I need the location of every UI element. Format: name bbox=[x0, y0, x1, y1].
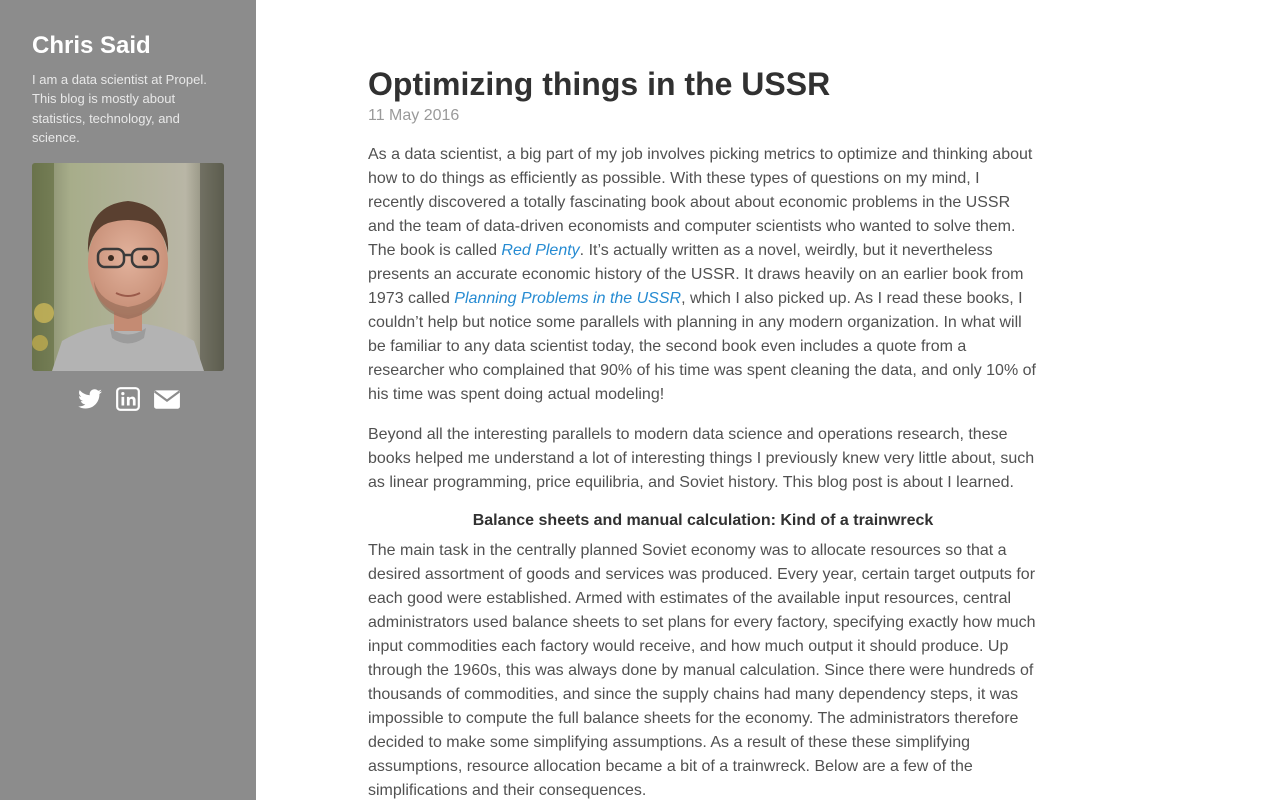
sidebar bbox=[0, 0, 256, 800]
post-paragraph-2: Beyond all the interesting parallels to modern data science and operations research, these books helped me understand a lot of interesting things I previously knew very little about, such as linear programming, price equilibria, and Soviet history. This blog post is about I learned. bbox=[368, 426, 1035, 491]
planning-problems-link[interactable]: Planning Problems in the USSR bbox=[454, 290, 682, 307]
site-title[interactable]: Chris Said bbox=[32, 32, 151, 59]
linkedin-icon[interactable] bbox=[115, 386, 141, 412]
post-paragraph-3: The main task in the centrally planned Soviet economy was to allocate resources so that a desired assortment of goods and services was produced. Every year, certain target outputs for each good were established. Armed with estimates of the available input resources, central administrators used balance sheets to set plans for every factory, specifying exactly how much input commodities each factory would receive, and how much output it should produce. Up through the 1960s, this was always done by manual calculation. Since there were hundreds of thousands of commodities, and since the supply chains had many dependency steps, it was impossible to compute the full balance sheets for the economy. The administrators therefore decided to make some simplifying assumptions. As a result of these these simplifying assumptions, resource allocation became a bit of a trainwreck. Below are a few of the simplifications and their consequences. bbox=[368, 542, 1036, 799]
twitter-icon[interactable] bbox=[77, 386, 103, 412]
post-title: Optimizing things in the USSR bbox=[368, 66, 831, 102]
post-date: 11 May 2016 bbox=[368, 107, 460, 124]
site-tagline: I am a data scientist at Propel. This blog is mostly about statistics, technology, and science. bbox=[32, 72, 207, 145]
paragraph-text: , which I also picked up. As I read these books, I couldn’t help but notice some parallels with planning in any modern organization. In what will be familiar to any data scientist today, the second book even includes a quote from a researcher who complained that 90% of his time was spent cleaning the data, and only 10% of his time was spent doing actual modeling! bbox=[368, 290, 1036, 403]
paragraph-text: As a data scientist, a big part of my job involves picking metrics to optimize and thinking about how to do things as efficiently as possible. With these types of questions on my mind, I recently discovered a totally fascinating book about about economic problems in the USSR and the team of data-driven economists and computer scientists who wanted to solve them. The book is called bbox=[368, 146, 1033, 259]
email-icon[interactable] bbox=[153, 386, 179, 412]
person-photo-icon bbox=[32, 163, 224, 371]
section-heading: Balance sheets and manual calculation: Kind of a trainwreck bbox=[472, 512, 934, 529]
social-links bbox=[32, 386, 224, 412]
post-paragraph-1 bbox=[368, 143, 1038, 407]
red-plenty-link[interactable]: Red Plenty bbox=[501, 242, 580, 259]
paragraph-text: . It’s actually written as a novel, weirdly, but it nevertheless presents an accurate economic history of the USSR. It draws heavily on an earlier book from 1973 called bbox=[368, 242, 1024, 307]
